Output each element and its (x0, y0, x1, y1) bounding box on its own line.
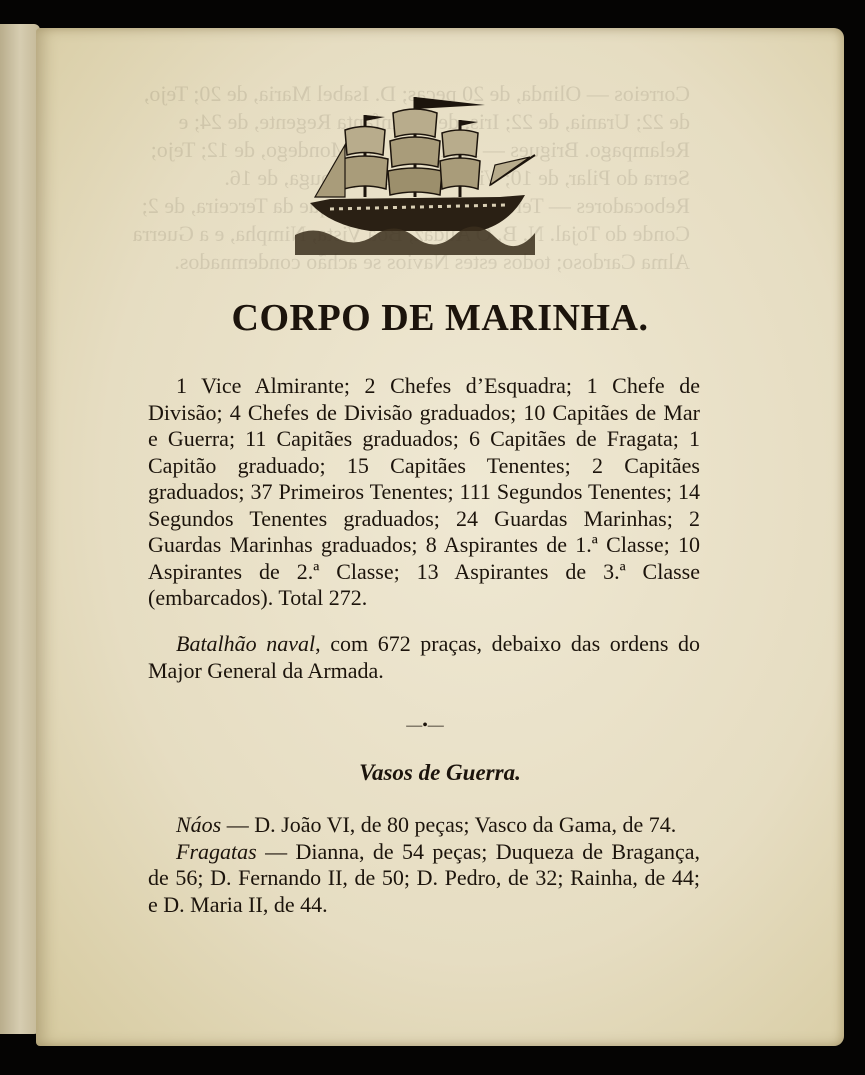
ship-class-text: — Dianna, de 54 peças; Duqueza de Bragança, de 56; D. Fernando II, de 50; D. Pedro, de 32; Rainha, de 44; e D. Maria II, de 44. (148, 838, 700, 917)
battalion-term: Batalhão naval (176, 631, 316, 656)
warship-list (148, 812, 700, 918)
section-ornament: —•— (406, 717, 444, 734)
ship-class-text: — D. João VI, de 80 peças; Vasco da Gama, de 74. (221, 812, 677, 837)
ship-class-term: Fragatas (176, 838, 257, 864)
list-item (148, 839, 700, 919)
section-heading: Vasos de Guerra. (359, 760, 521, 785)
battalion-text: , com 672 praças, debaixo das ordens do Major General da Armada. (148, 631, 700, 683)
ship-class-term: Náos (176, 812, 222, 837)
list-item (148, 812, 700, 839)
officers-paragraph: 1 Vice Almirante; 2 Chefes d’Esquadra; 1 Chefe de Divisão; 4 Chefes de Divisão graduados; 10 Capitães de Mar e Guerra; 11 Capitães graduados; 6 Capitães de Fragata; 1 Capitão graduado; 15 Capitães Tenentes; 2 Capitães graduados; 37 Primeiros Tenentes; 111 Segundos Tenentes; 14 Segundos Tenentes graduados; 24 Guardas Marinhas; 2 Guardas Marinhas graduados; 8 Aspirantes de 1.ª Classe; 10 Aspirantes de 2.ª Classe; 13 Aspirantes de 3.ª Classe (embarcados). Total 272. (148, 373, 700, 610)
facing-page-edge (0, 24, 40, 1034)
ship-engraving (290, 85, 540, 260)
page-title: CORPO DE MARINHA. (231, 297, 649, 339)
battalion-paragraph (148, 631, 700, 684)
